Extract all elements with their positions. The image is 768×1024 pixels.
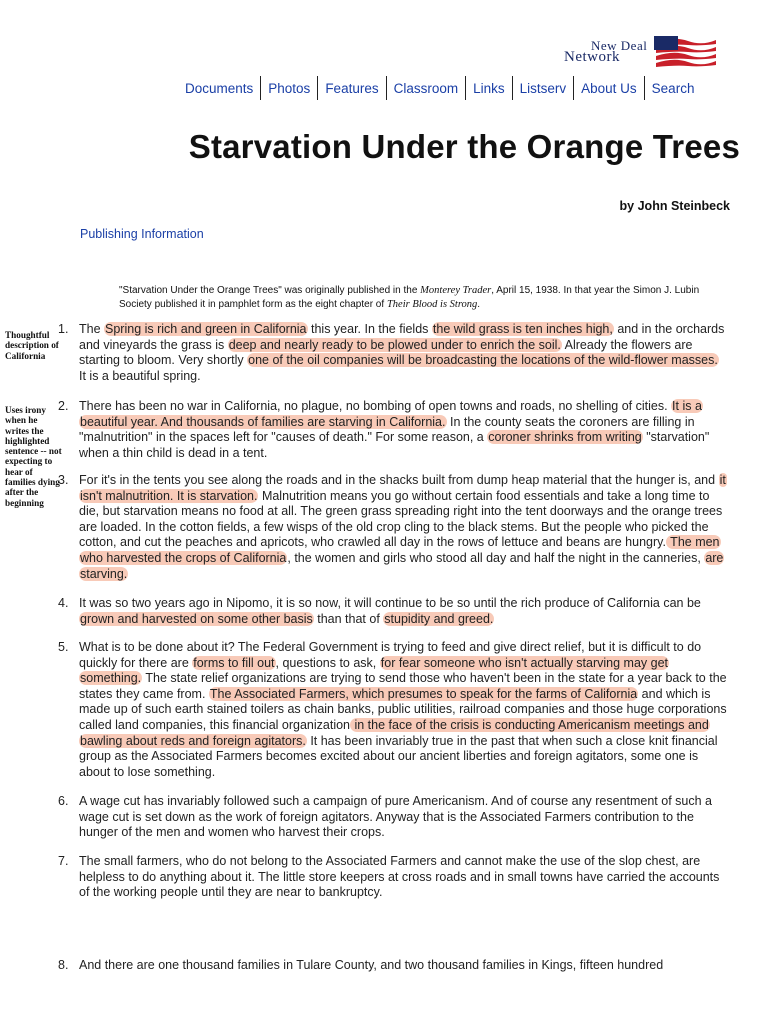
intro-text: "Starvation Under the Orange Trees" was originally published in the [119, 285, 421, 296]
nav-photos[interactable]: Photos [268, 80, 311, 96]
highlight: are starving. [80, 550, 724, 581]
text: and which is made up of such earth stained toilers as chain banks, public utilities, railroad companies and those huge corporations called land companies, this financial organization [79, 686, 727, 732]
highlight: it isn't malnutrition. It is starvation. [80, 473, 726, 503]
text: Already the flowers are starting to bloom. Very shortly [79, 337, 693, 368]
highlight: forms to fill out [193, 655, 275, 670]
new-deal-network-logo[interactable] [560, 36, 720, 72]
text: "starvation" when a thin child is dead in a tent. [79, 430, 710, 460]
paragraph-1 [79, 322, 729, 384]
paragraph-4 [79, 596, 729, 627]
text: , the women and girls who stood all day and half the night in the canneries, [287, 550, 705, 565]
highlight: The men who harvested the crops of California [80, 535, 720, 565]
logo-line2: Network [564, 49, 620, 65]
text: For it's in the tents you see along the roads and in the shacks built from dump heap material that the hunger is, and [79, 473, 719, 487]
text: What is to be done about it? The Federal Government is trying to feed and give direct relief, but it is difficult to do quickly for there are [79, 640, 702, 670]
text: It was so two years ago in Nipomo, it is so now, it will continue to be so until the rich produce of California can be [79, 596, 701, 610]
paragraph-number: 8. [58, 958, 69, 972]
nav-divider [317, 76, 318, 100]
intro-text: , April 15, 1938. In that year the Simon J. Lubin Society published it in pamphlet form as the eight chapter of [119, 285, 700, 310]
highlight: It is a beautiful year. And thousands of families are starving in California. [80, 399, 702, 429]
text: Malnutrition means you go without certain food essentials and take a long time to die, but starvation means no food at all. The green grass spreading right into the tent doorways and the orange trees are loaded. In the cotton fields, a few wisps of the old crop cling to the black stems. But the people who picked the cotton, and cut the peaches and apricots, who crawled all day in the rows of lettuce and beans are hungry. [79, 488, 723, 550]
nav-links[interactable]: Links [473, 80, 505, 96]
nav-about-us[interactable]: About Us [581, 80, 637, 96]
highlight: deep and nearly ready to be plowed under to enrich the soil. [228, 337, 561, 352]
paragraph-number: 3. [58, 473, 69, 487]
text: It has been invariably true in the past that when such a close knit financial group as the Associated Farmers becomes excited about our ancient liberties and foreign agitators, some one is about to lose something. [79, 733, 718, 779]
nav-divider [644, 76, 645, 100]
paragraph-2 [79, 399, 729, 461]
nav-divider [465, 76, 466, 100]
nav-divider [386, 76, 387, 100]
highlight: grown and harvested on some other basis [80, 611, 313, 626]
paragraph-number: 1. [58, 322, 69, 336]
text: and in the orchards and vineyards the grass is [79, 322, 725, 352]
paragraph-7: The small farmers, who do not belong to the Associated Farmers and cannot make the use of the slop chest, are helpless to do anything about it. The little store keepers at cross roads and in small towns have carried the accounts of the working people until they are near to bankruptcy. [79, 854, 720, 900]
nav-divider [573, 76, 574, 100]
highlight: stupidity and greed. [384, 611, 494, 626]
nav-divider [260, 76, 261, 100]
paragraph-number: 5. [58, 640, 69, 654]
text: It is a beautiful spring. [79, 368, 201, 383]
nav-documents[interactable]: Documents [185, 80, 254, 96]
paragraph-6: A wage cut has invariably followed such a campaign of pure Americanism. And of course any resentment of such a wage cut is set down as the work of foreign agitators. Anyway that is the Associated Farmers contribution to the hunger of the men and women who harvest their crops. [79, 794, 712, 840]
margin-note-description: Thoughtful description of California [5, 330, 59, 361]
highlight: the wild grass is ten inches high, [432, 322, 613, 336]
text: In the county seats the coroners are filling in "malnutrition" in the spaces left for "causes of death." For some reason, a [79, 414, 695, 445]
highlight: for fear someone who isn't actually starving may get something. [80, 655, 669, 686]
publishing-information-link[interactable]: Publishing Information [80, 227, 204, 241]
paragraph-number: 4. [58, 596, 69, 610]
text: than that of [313, 611, 384, 626]
nav-listserv[interactable]: Listserv [519, 80, 567, 96]
logo-line1: New Deal [591, 38, 648, 53]
highlight: Spring is rich and green in California [105, 322, 307, 336]
text: , questions to ask, [275, 655, 380, 670]
nav-features[interactable]: Features [325, 80, 379, 96]
highlight: The Associated Farmers, which presumes to speak for the farms of California [209, 686, 638, 701]
paragraph-3 [79, 473, 729, 582]
text: The [79, 322, 105, 336]
nav-classroom[interactable]: Classroom [393, 80, 459, 96]
highlight: coroner shrinks from writing [488, 430, 642, 445]
intro-source-title: Monterey Trader [420, 285, 492, 296]
paragraph-number: 7. [58, 854, 69, 868]
publication-note [119, 284, 719, 311]
paragraph-8: And there are one thousand families in Tulare County, and two thousand families in Kings, fifteen hundred [79, 958, 664, 972]
text: this year. In the fields [307, 322, 432, 336]
text: The state relief organizations are trying to send those who haven't been in the state for a year back to the states they came from. [79, 671, 727, 701]
paragraph-number: 6. [58, 794, 69, 808]
margin-note-irony: Uses irony when he writes the highlighted sentence -- not expecting to hear of families dying after the beginning [5, 405, 62, 508]
paragraph-number: 2. [58, 399, 69, 413]
page-title: Starvation Under the Orange Trees [188, 128, 740, 165]
top-navigation [184, 76, 695, 100]
byline: by John Steinbeck [619, 199, 730, 213]
text: There has been no war in California, no plague, no bombing of open towns and roads, no shelling of cities. [79, 399, 672, 413]
paragraph-5 [79, 640, 729, 780]
nav-divider [512, 76, 513, 100]
nav-search[interactable]: Search [651, 80, 695, 96]
intro-book-title: Their Blood is Strong [386, 298, 478, 310]
flag-icon [654, 36, 718, 68]
highlight: one of the oil companies will be broadcasting the locations of the wild-flower masses. [248, 353, 718, 368]
highlight: in the face of the crisis is conducting Americanism meetings and bawling about reds and foreign agitators. [80, 717, 709, 748]
intro-text: . [477, 298, 481, 310]
